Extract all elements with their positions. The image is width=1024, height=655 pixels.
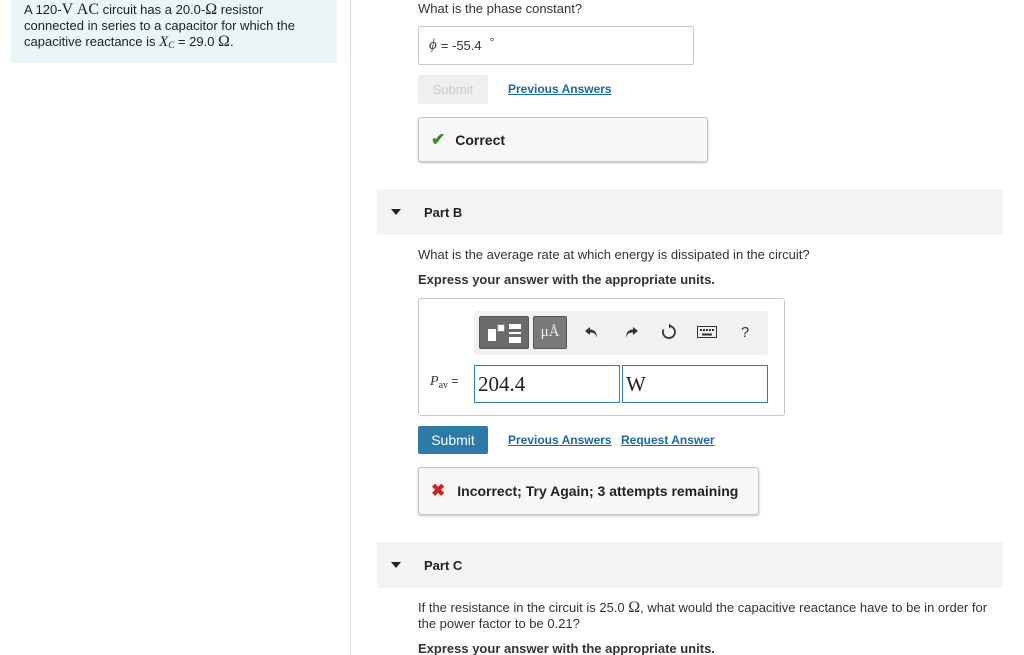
- caret-down-icon: [391, 209, 401, 215]
- part-a-submit-button[interactable]: Submit: [418, 75, 488, 104]
- volt-unit: V: [61, 1, 74, 18]
- problem-statement: [11, 0, 337, 63]
- xc-subscript: C: [168, 40, 175, 50]
- part-c-title: Part C: [424, 557, 463, 573]
- cross-icon: ✖: [431, 481, 446, 500]
- part-a-answer-value: -55.4: [451, 38, 482, 53]
- part-b-title: Part B: [424, 204, 463, 220]
- part-a-previous-answers-link[interactable]: Previous Answers: [508, 82, 612, 96]
- part-a-feedback-text: Correct: [455, 131, 506, 148]
- pav-equals: =: [448, 374, 459, 388]
- part-a-feedback: [418, 117, 708, 162]
- part-b-previous-answers-link[interactable]: Previous Answers: [508, 433, 612, 447]
- pav-label: [430, 374, 458, 391]
- degree-unit: °: [489, 34, 495, 49]
- xc-value: = 29.0: [174, 34, 219, 49]
- problem-text-mid1: circuit has a 20.0-: [99, 2, 206, 17]
- part-b-request-answer-link[interactable]: Request Answer: [621, 433, 715, 447]
- part-b-header[interactable]: [377, 189, 1003, 235]
- answer-equals: =: [440, 38, 449, 53]
- part-a-question: What is the phase constant?: [418, 1, 583, 16]
- problem-text-end: .: [229, 34, 234, 49]
- ohm-symbol: Ω: [205, 1, 218, 18]
- part-b-value-input[interactable]: 204.4: [474, 365, 620, 403]
- ohm-symbol-2: Ω: [218, 33, 230, 50]
- part-c-instruction: Express your answer with the appropriate units.: [418, 641, 715, 655]
- problem-text-mid2: resistor connected in series to a capacitor for which the capacitive reactance is: [24, 2, 295, 49]
- part-a-answer-box: [418, 26, 694, 65]
- part-c-header[interactable]: [377, 542, 1003, 588]
- undo-icon[interactable]: [580, 320, 604, 344]
- part-c-question-post: , what would the capacitive reactance have to be in order for the power factor to be 0.21?: [418, 600, 988, 631]
- part-b-unit-input[interactable]: W: [622, 365, 768, 403]
- part-c-question: [418, 600, 1003, 632]
- pav-variable: P: [430, 374, 439, 389]
- column-divider: [350, 0, 351, 655]
- part-c-question-pre: If the resistance in the circuit is 25.0: [418, 600, 629, 615]
- part-b-submit-button[interactable]: Submit: [418, 426, 488, 454]
- ac-label: AC: [76, 1, 100, 18]
- problem-text-intro: A 120-: [24, 2, 62, 17]
- keyboard-icon[interactable]: [695, 320, 719, 344]
- units-button[interactable]: μÅ: [533, 316, 567, 349]
- part-b-instruction: Express your answer with the appropriate units.: [418, 272, 715, 287]
- xc-variable: X: [159, 34, 169, 50]
- part-b-question: What is the average rate at which energy is dissipated in the circuit?: [418, 247, 810, 262]
- pav-subscript: av: [438, 380, 449, 391]
- caret-down-icon: [391, 562, 401, 568]
- part-b-feedback-text: Incorrect; Try Again; 3 attempts remaining: [457, 483, 739, 499]
- reset-icon[interactable]: [657, 320, 681, 344]
- checkmark-icon: ✔: [431, 129, 446, 149]
- part-b-feedback: [418, 467, 759, 515]
- ohm-symbol-3: Ω: [628, 599, 641, 616]
- phi-symbol: ϕ: [429, 37, 437, 53]
- template-icon[interactable]: [479, 316, 529, 349]
- help-icon[interactable]: ?: [740, 323, 750, 341]
- redo-icon[interactable]: [619, 320, 643, 344]
